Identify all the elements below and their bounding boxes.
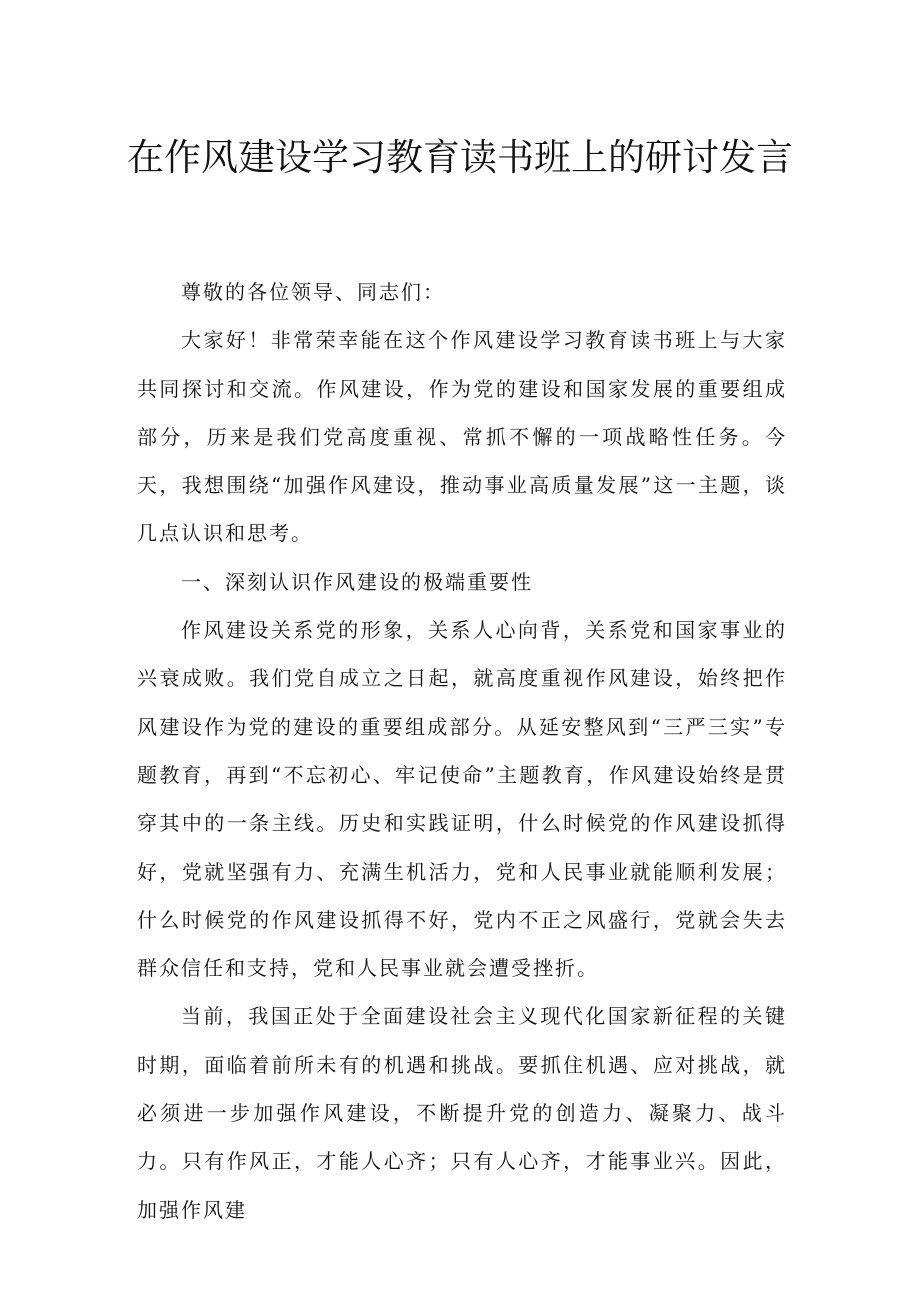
document-title: 在作风建设学习教育读书班上的研讨发言	[127, 136, 793, 179]
body-paragraph: 当前，我国正处于全面建设社会主义现代化国家新征程的关键时期，面临着前所未有的机遇和挑战。要抓住机遇、应对挑战，就必须进一步加强作风建设，不断提升党的创造力、凝聚力、战斗力。只有作风正，才能人心齐；只有人心齐，才能事业兴。因此，加强作风建	[137, 1004, 787, 1222]
opening-paragraph: 大家好！非常荣幸能在这个作风建设学习教育读书班上与大家共同探讨和交流。作风建设，作为党的建设和国家发展的重要组成部分，历来是我们党高度重视、常抓不懈的一项战略性任务。今天，我想围绕“加强作风建设，推动事业高质量发展”这一主题，谈几点认识和思考。	[137, 328, 787, 546]
section-heading: 一、深刻认识作风建设的极端重要性	[181, 569, 533, 594]
body-paragraph: 作风建设关系党的形象，关系人心向背，关系党和国家事业的兴衰成败。我们党自成立之日起，就高度重视作风建设，始终把作风建设作为党的建设的重要组成部分。从延安整风到“三严三实”专题教育，再到“不忘初心、牢记使命”主题教育，作风建设始终是贯穿其中的一条主线。历史和实践证明，什么时候党的作风建设抓得好，党就坚强有力、充满生机活力，党和人民事业就能顺利发展；什么时候党的作风建设抓得不好，党内不正之风盛行，党就会失去群众信任和支持，党和人民事业就会遭受挫折。	[137, 618, 787, 981]
salutation-paragraph: 尊敬的各位领导、同志们：	[181, 280, 445, 304]
document-body	[137, 268, 787, 1234]
